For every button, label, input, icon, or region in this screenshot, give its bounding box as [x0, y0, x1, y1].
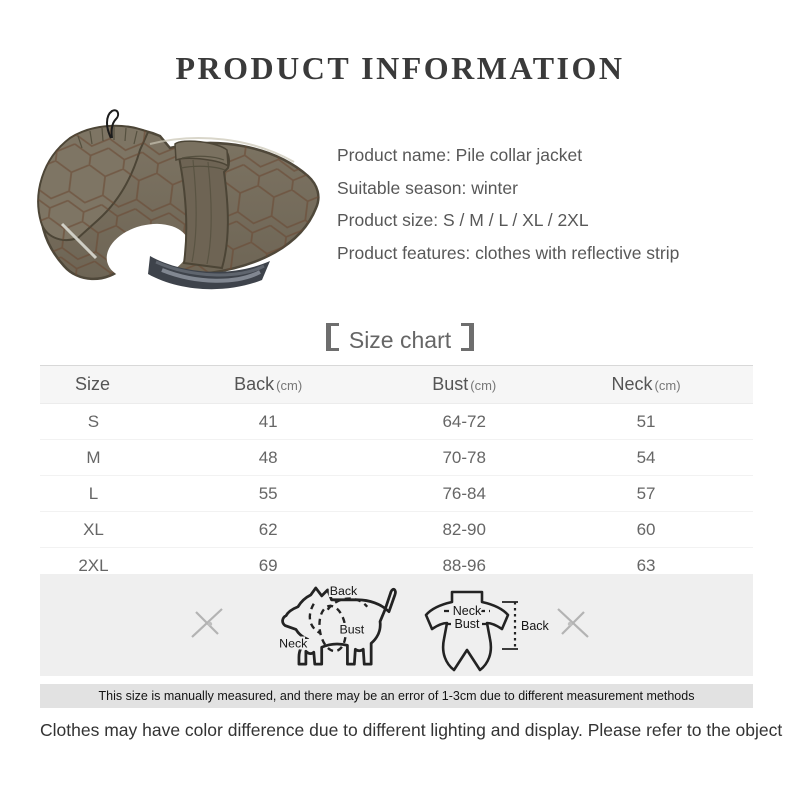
- cell-back: 62: [147, 512, 389, 548]
- header-unit: (cm): [654, 378, 681, 393]
- col-header-neck: [539, 366, 753, 404]
- measurement-diagram-band: [40, 574, 753, 676]
- dog-measurement-diagram: [278, 582, 402, 673]
- color-difference-note: Clothes may have color difference due to different lighting and display. Please refer to the object: [40, 720, 783, 740]
- page-title: PRODUCT INFORMATION: [175, 50, 625, 86]
- cell-bust: 70-78: [389, 440, 539, 476]
- flat-bust-label: Bust: [454, 617, 480, 631]
- col-header-back: [147, 366, 389, 404]
- cut-mark-left-icon: [184, 604, 228, 644]
- product-photo: [12, 98, 330, 300]
- header-label: Neck: [611, 374, 653, 394]
- cell-neck: 60: [539, 512, 753, 548]
- cell-back: 48: [147, 440, 389, 476]
- cell-bust: 82-90: [389, 512, 539, 548]
- product-name-line: Product name: Pile collar jacket: [337, 145, 583, 165]
- cell-back: 55: [147, 476, 389, 512]
- flat-neck-label: Neck: [452, 604, 482, 618]
- cell-neck: 51: [539, 404, 753, 440]
- measurement-note-bar: [40, 684, 753, 708]
- size-chart-table: [40, 365, 753, 584]
- cell-bust: 76-84: [389, 476, 539, 512]
- header-label: Back: [234, 374, 275, 394]
- col-header-bust: [389, 366, 539, 404]
- table-header-row: [40, 366, 753, 404]
- header-label: Bust: [432, 374, 469, 394]
- cell-bust: 88-96: [389, 548, 539, 584]
- flat-back-label: Back: [521, 619, 549, 633]
- cell-size: M: [40, 440, 147, 476]
- size-line: Product size: S / M / L / XL / 2XL: [337, 210, 589, 230]
- table-row: [40, 476, 753, 512]
- table-row: [40, 404, 753, 440]
- bracket-right-icon: [461, 323, 474, 351]
- cell-bust: 64-72: [389, 404, 539, 440]
- cell-back: 69: [147, 548, 389, 584]
- dog-neck-label: Neck: [279, 636, 308, 651]
- cell-neck: 63: [539, 548, 753, 584]
- season-line: Suitable season: winter: [337, 177, 518, 198]
- measurement-note-text: This size is manually measured, and there may be an error of 1-3cm due to different measurement methods: [98, 689, 695, 703]
- cell-neck: 54: [539, 440, 753, 476]
- jacket-measurement-diagram: [414, 587, 550, 672]
- col-header-size: [40, 366, 147, 404]
- cell-size: 2XL: [40, 548, 147, 584]
- bracket-left-icon: [326, 323, 339, 351]
- cell-size: S: [40, 404, 147, 440]
- cell-neck: 57: [539, 476, 753, 512]
- cell-size: L: [40, 476, 147, 512]
- table-row: [40, 440, 753, 476]
- cut-mark-right-icon: [552, 604, 596, 644]
- cell-size: XL: [40, 512, 147, 548]
- dog-jacket-photo-art: [12, 98, 330, 300]
- table-row: [40, 512, 753, 548]
- size-chart-heading-text: Size chart: [348, 327, 452, 353]
- size-chart-heading: [0, 320, 800, 354]
- header-unit: (cm): [470, 378, 497, 393]
- product-info-list: [337, 139, 679, 269]
- header-label: Size: [74, 374, 110, 394]
- header-unit: (cm): [276, 378, 303, 393]
- features-line: Product features: clothes with reflective strip: [337, 242, 680, 263]
- dog-back-label: Back: [329, 583, 358, 598]
- cell-back: 41: [147, 404, 389, 440]
- dog-bust-label: Bust: [339, 622, 365, 637]
